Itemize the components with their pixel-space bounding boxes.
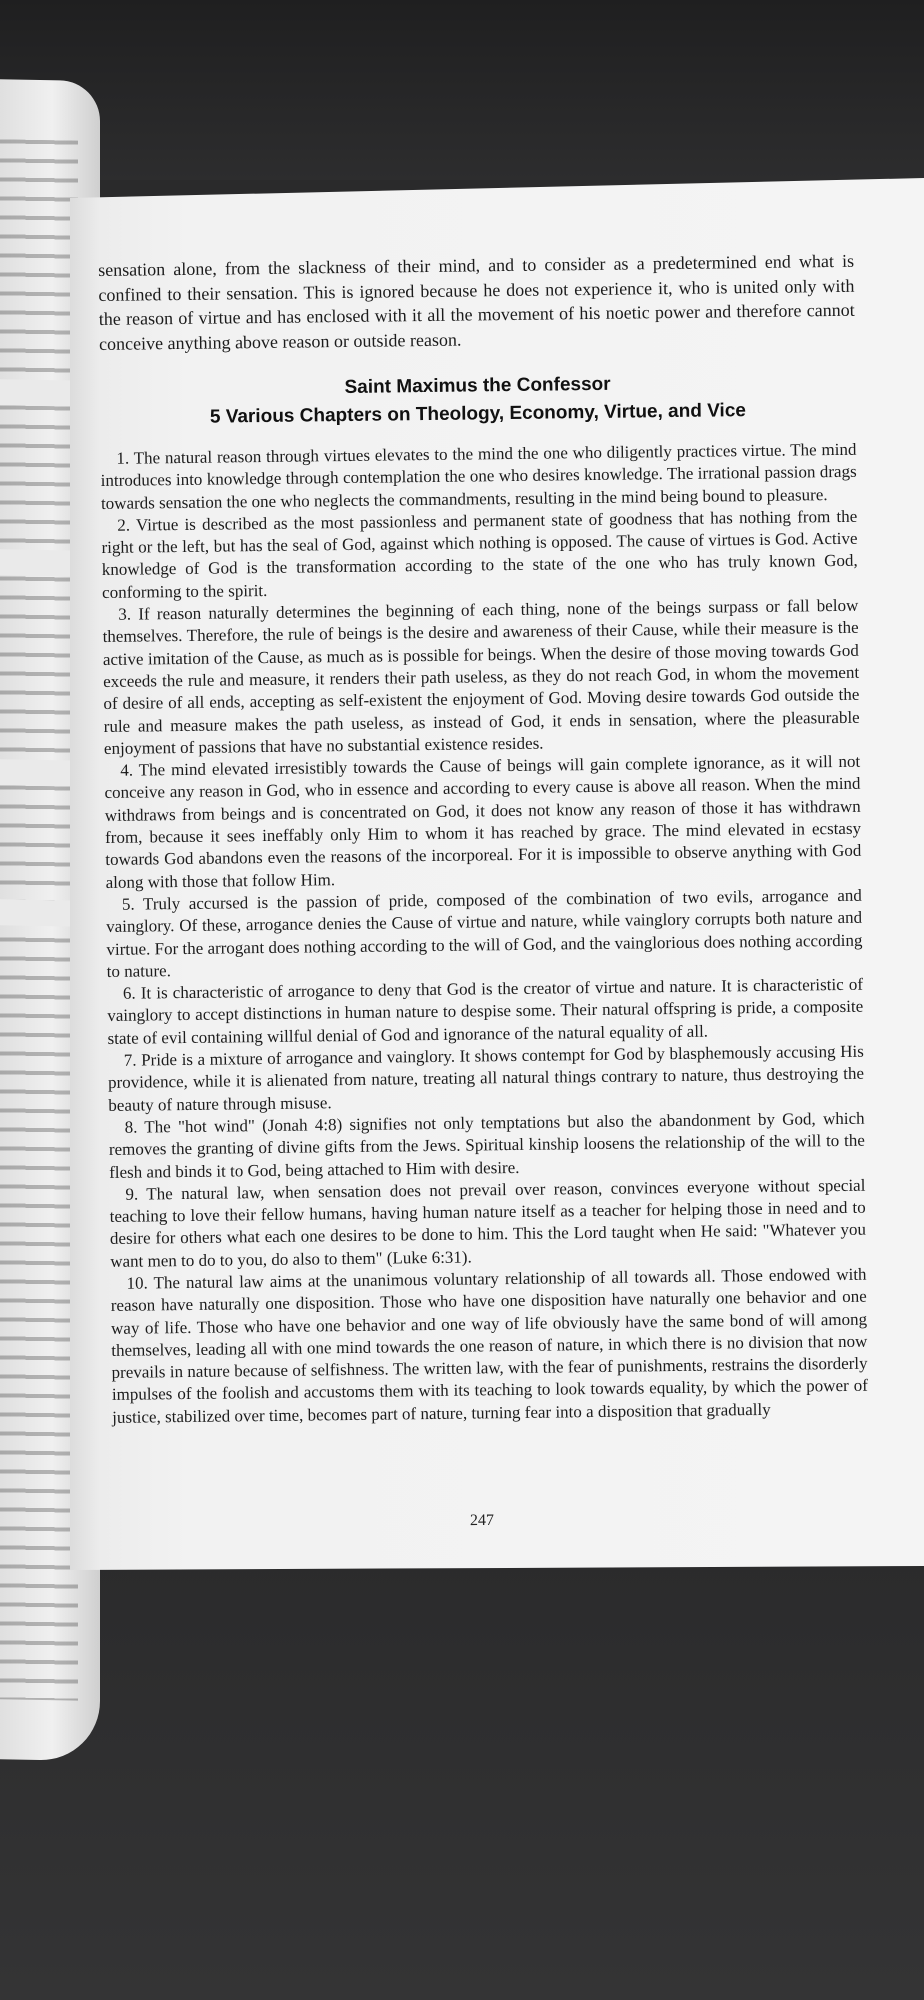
chapter-4: 4. The mind elevated irresistibly towards the Cause of beings will gain complete ignorance, as it will not conceive any reason in God, who in essence and according to every cause is above all reason. When the mind withdraws from beings and is concentrated on God, it does not know any reason of those it has withdrawn from, because it sees ineffably only Him to whom it has reached by grace. The mind elevated in ecstasy towards God abandons even the reasons of the incorporeal. For it is impossible to observe anything with God along with those that follow Him.	[104, 751, 862, 892]
chapter-10: 10. The natural law aims at the unanimous voluntary relationship of all towards all. Those endowed with reason have naturally one disposition. Those who have one disposition have naturally one behavior and one way of life. Those who have one behavior and one way of life obviously have the same bond of will among themselves, leading all with one mind towards the one reason of nature, in which there is no division that now prevails in nature because of selfishness. The written law, with the fear of punishments, restrains the disorderly impulses of the foolish and accustoms them with its teaching to look towards equality, by which the power of justice, stabilized over time, becomes part of nature, turning fear into a disposition that gradually	[110, 1264, 868, 1427]
page-text	[98, 249, 868, 1429]
chapter-2: 2. Virtue is described as the most passionless and permanent state of goodness that has nothing from the right or the left, but has the seal of God, against which nothing is opposed. The cause of virtues is God. Active knowledge of God is the transformation according to the state of the one who has truly known God, conforming to the spirit.	[101, 506, 858, 602]
intro-paragraph: sensation alone, from the slackness of their mind, and to consider as a predetermined end what is confined to their sensation. This is ignored because he does not experience it, who is united only with the reason of virtue and has enclosed with it all the movement of his noetic power and therefore cannot conceive anything above reason or outside reason.	[98, 250, 855, 354]
page-number: 247	[469, 1511, 495, 1530]
author-heading: Saint Maximus the Confessor	[344, 373, 611, 398]
section-heading: 5 Various Chapters on Theology, Economy, Virtue, and Vice	[209, 400, 747, 428]
chapter-5: 5. Truly accursed is the passion of pride, composed of the combination of two evils, arrogance and vainglory. Of these, arrogance denies the Cause of virtue and nature, while vainglory corrupts both nature and virtue. For the arrogant does nothing according to the will of God, and the vainglorious does nothing according to nature.	[106, 885, 863, 981]
chapter-3: 3. If reason naturally determines the beginning of each thing, none of the beings surpass or fall below themselves. Therefore, the rule of beings is the desire and awareness of their Cause, while their measure is the active imitation of the Cause, as much as is possible for beings. When the desire of those moving towards God exceeds the rule and measure, it renders their path useless, as they do not reach God, in whom the movement of desire of all ends, accepting as self-existent the enjoyment of God. Moving desire towards God outside the rule and measure makes the path useless, as instead of God, it ends in sensation, where the pleasurable enjoyment of passions that have no substantial existence resides.	[102, 595, 860, 758]
chapter-8: 8. The "hot wind" (Jonah 4:8) signifies not only temptations but also the abandonment by God, which removes the granting of divine gifts from the Jews. Spiritual kinship loosens the relationship of the will to the flesh and binds it to God, being attached to Him with desire.	[108, 1108, 865, 1182]
chapter-6: 6. It is characteristic of arrogance to deny that God is the creator of virtue and nature. It is characteristic of vainglory to accept distinctions in human nature to despise some. Their natural offspring is pride, a composite state of evil containing willful denial of God and ignorance of the natural equality of all.	[107, 974, 864, 1048]
background-top	[0, 0, 924, 180]
chapter-7: 7. Pride is a mixture of arrogance and vainglory. It shows contempt for God by blasphemously accusing His providence, while it is alienated from nature, treating all natural things contrary to nature, thus destroying the beauty of nature through misuse.	[107, 1041, 865, 1115]
chapter-1: 1. The natural reason through virtues elevates to the mind the one who diligently practices virtue. The mind introduces into knowledge through contemplation the one who desires knowledge. The irrational passion drags towards sensation the one who neglects the commandments, resulting in the mind being bound to pleasure.	[100, 439, 857, 513]
chapter-9: 9. The natural law, when sensation does not prevail over reason, convinces everyone without special teaching to love their fellow humans, having human nature itself as a teacher for helping those in need and to desire for others what each one desires to be done to him. This the Lord taught when He said: "Whatever you want men to do to you, do also to them" (Luke 6:31).	[109, 1175, 867, 1271]
table-surface	[0, 1560, 924, 2000]
